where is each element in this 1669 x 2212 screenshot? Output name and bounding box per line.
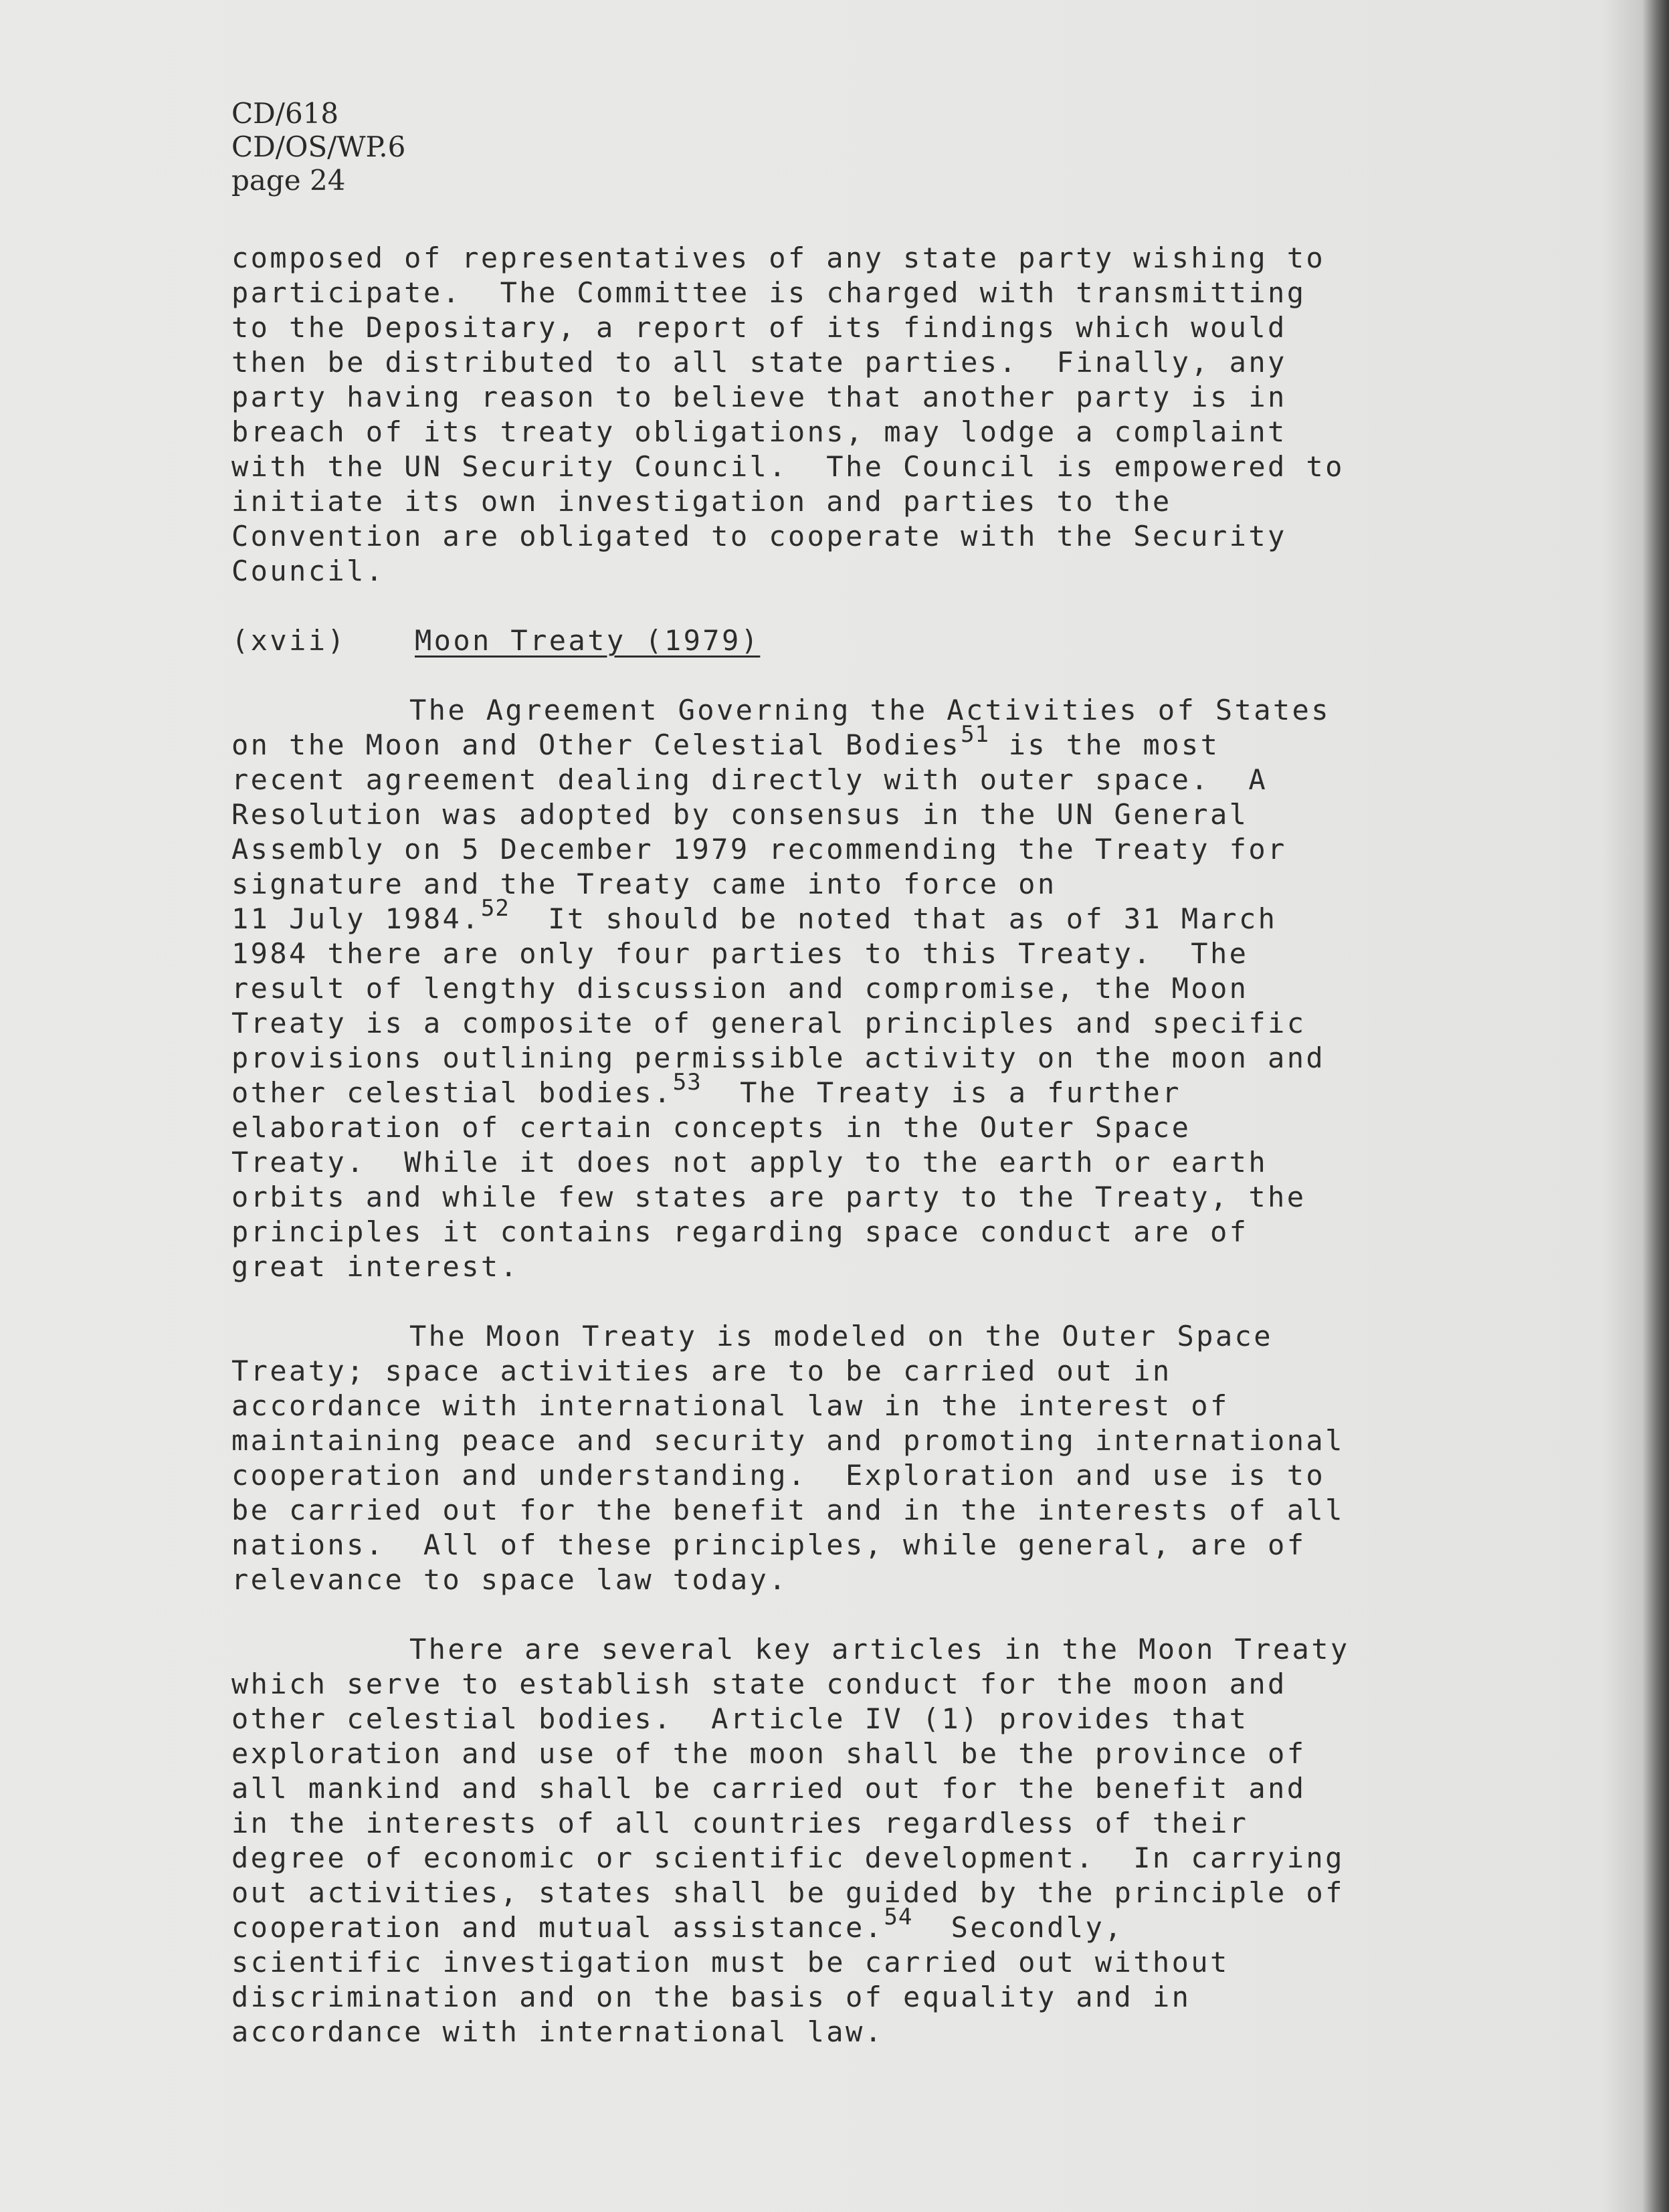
text-line: other celestial bodies. Article IV (1) provides that — [231, 1702, 1249, 1735]
text-line: There are several key articles in the Moon Treaty — [409, 1633, 1350, 1666]
text-span: 11 July 1984. — [231, 902, 481, 935]
text-line: 1984 there are only four parties to this Treaty. The — [231, 937, 1249, 970]
text-line: nations. All of these principles, while general, are of — [231, 1528, 1306, 1561]
paragraph-gap — [231, 1284, 1449, 1319]
section-heading — [231, 623, 1449, 658]
text-span: Secondly, — [912, 1911, 1124, 1944]
text-line: exploration and use of the moon shall be the province of — [231, 1737, 1306, 1770]
text-line: which serve to establish state conduct for the moon and — [231, 1668, 1287, 1700]
text-line: breach of its treaty obligations, may lodge a complaint — [231, 415, 1287, 448]
text-line: cooperation and understanding. Exploration and use is to — [231, 1459, 1326, 1492]
text-line: Convention are obligated to cooperate with the Security — [231, 520, 1287, 552]
text-line: Treaty; space activities are to be carried out in — [231, 1354, 1172, 1387]
text-line: composed of representatives of any state party wishing to — [231, 241, 1326, 274]
text-line: recent agreement dealing directly with outer space. A — [231, 763, 1268, 796]
text-line: relevance to space law today. — [231, 1563, 788, 1596]
text-line: principles it contains regarding space conduct are of — [231, 1215, 1249, 1248]
text-line: The Moon Treaty is modeled on the Outer Space — [409, 1320, 1273, 1352]
footnote-ref-53: 53 — [672, 1069, 702, 1096]
page-number: page 24 — [231, 164, 346, 197]
text-line: in the interests of all countries regardless of their — [231, 1807, 1249, 1839]
footnote-ref-54: 54 — [884, 1904, 913, 1930]
text-line: The Agreement Governing the Activities of States — [409, 694, 1331, 726]
text-line: signature and the Treaty came into force on — [231, 868, 1057, 900]
paragraph-key-articles — [231, 1632, 1449, 2049]
paragraph-modeled — [231, 1319, 1449, 1597]
text-line: Treaty. While it does not apply to the earth or earth — [231, 1146, 1268, 1179]
text-span: It should be noted that as of 31 March — [509, 902, 1278, 935]
text-line: initiate its own investigation and parties to the — [231, 485, 1172, 518]
text-line: orbits and while few states are party to the Treaty, the — [231, 1181, 1306, 1213]
text-line: Assembly on 5 December 1979 recommending the Treaty for — [231, 833, 1287, 866]
text-line: result of lengthy discussion and compromise, the Moon — [231, 972, 1249, 1005]
text-span: other celestial bodies. — [231, 1076, 673, 1109]
text-line — [231, 721, 1449, 763]
text-span: on the Moon and Other Celestial Bodies — [231, 728, 961, 761]
footnote-ref-52: 52 — [480, 895, 510, 922]
text-line: Treaty is a composite of general principles and specific — [231, 1007, 1306, 1039]
section-number: (xvii) — [231, 624, 347, 657]
text-line: scientific investigation must be carried out without — [231, 1946, 1230, 1979]
text-line: all mankind and shall be carried out for the benefit and — [231, 1772, 1306, 1805]
working-paper-symbol: CD/OS/WP.6 — [231, 130, 406, 163]
text-line: accordance with international law. — [231, 2015, 884, 2048]
text-line: with the UN Security Council. The Council is empowered to — [231, 450, 1345, 483]
text-line: maintaining peace and security and promoting international — [231, 1424, 1345, 1457]
paragraph-committee — [231, 241, 1449, 589]
text-span: The Treaty is a further — [701, 1076, 1181, 1109]
text-line: provisions outlining permissible activity on the moon and — [231, 1041, 1326, 1074]
section-title: Moon Treaty (1979) — [415, 624, 761, 657]
text-line: Resolution was adopted by consensus in the UN General — [231, 798, 1249, 831]
text-line: discrimination and on the basis of equality and in — [231, 1981, 1191, 2013]
text-line — [231, 1069, 1449, 1110]
text-line: degree of economic or scientific development. In carrying — [231, 1841, 1345, 1874]
text-span: is the most — [989, 728, 1220, 761]
text-line: Council. — [231, 555, 385, 587]
paragraph-moon-agreement — [231, 693, 1449, 1284]
text-line — [231, 1904, 1449, 1945]
text-line: out activities, states shall be guided by the principle of — [231, 1876, 1345, 1909]
paragraph-gap — [231, 589, 1449, 623]
document-header — [231, 97, 405, 197]
text-line: party having reason to believe that another party is in — [231, 381, 1287, 413]
text-line: to the Depositary, a report of its findings which would — [231, 311, 1287, 344]
document-body — [231, 241, 1449, 2049]
paragraph-gap — [231, 1597, 1449, 1632]
text-line: elaboration of certain concepts in the Outer Space — [231, 1111, 1191, 1144]
text-line: participate. The Committee is charged with transmitting — [231, 276, 1306, 309]
text-line: accordance with international law in the interest of — [231, 1389, 1230, 1422]
text-line: great interest. — [231, 1250, 520, 1283]
text-line — [231, 895, 1449, 936]
text-line: be carried out for the benefit and in the interests of all — [231, 1494, 1345, 1526]
document-symbol: CD/618 — [231, 97, 339, 130]
text-span: cooperation and mutual assistance. — [231, 1911, 884, 1944]
footnote-ref-51: 51 — [961, 721, 990, 748]
paragraph-gap — [231, 658, 1449, 693]
text-line: then be distributed to all state parties. Finally, any — [231, 346, 1287, 379]
